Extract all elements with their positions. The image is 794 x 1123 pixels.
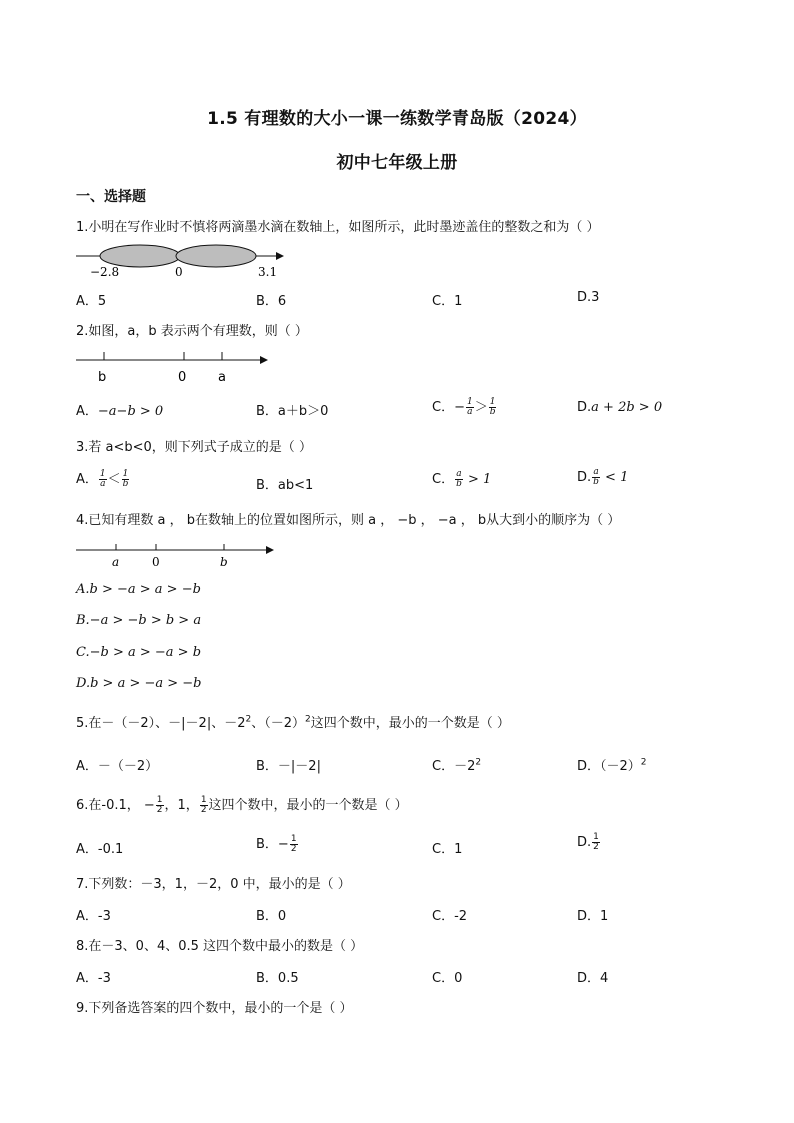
q8-option-c: C．0 xyxy=(432,971,463,986)
page-subtitle: 初中七年级上册 xyxy=(336,153,458,173)
q1-option-a: A．5 xyxy=(76,294,107,309)
q7-option-d: D．1 xyxy=(577,909,609,924)
q1-option-c: C．1 xyxy=(432,294,463,309)
question-1-figure xyxy=(76,240,286,280)
section-heading: 一、选择题 xyxy=(76,189,146,205)
question-2-figure xyxy=(76,348,276,388)
question-6-stem: 6.在-0.1， − $\frac{1}{2}$ ，1， $\frac{1}{2}$ 这四个数中，最小的一个数是（ ） xyxy=(76,795,408,815)
q6-option-c: C．1 xyxy=(432,842,463,857)
q8-option-a: A．-3 xyxy=(76,971,111,986)
q7-option-b: B．0 xyxy=(256,909,287,924)
fig2-label-zero: 0 xyxy=(178,370,187,385)
question-1-stem: 1.小明在写作业时不慎将两滴墨水滴在数轴上，如图所示，此时墨迹盖住的整数之和为（ ） xyxy=(76,220,600,235)
question-9-stem: 9.下列备选答案的四个数中，最小的一个是（ ） xyxy=(76,1001,353,1016)
fig1-label-zero: 0 xyxy=(175,265,183,279)
question-3-stem: 3.若 a<b<0，则下列式子成立的是（ ） xyxy=(76,440,312,455)
q5-option-b: B．－|－2| xyxy=(256,759,321,774)
q4-option-b: B.−a > −b > b > a xyxy=(76,613,202,628)
q5-option-c: C．$-2^2$ xyxy=(432,757,482,774)
fig4-label-a: a xyxy=(112,555,120,569)
q3-option-c: C． $\frac{a}{b}$ > 1 xyxy=(432,469,492,489)
fig4-label-zero: 0 xyxy=(152,555,160,569)
q1-option-b: B．6 xyxy=(256,294,287,309)
q3-option-a: A． $\frac{1}{a}$ ＜ $\frac{1}{b}$ xyxy=(76,469,129,489)
q6-option-a: A．-0.1 xyxy=(76,842,124,857)
question-4-figure xyxy=(76,536,286,572)
q3-option-d: D. $\frac{a}{b}$ < 1 xyxy=(577,467,629,487)
q4-option-a: A.b > −a > a > −b xyxy=(76,582,201,597)
q3-option-b: B．ab<1 xyxy=(256,478,314,493)
page-title: 1.5 有理数的大小一课一练数学青岛版（2024） xyxy=(207,109,587,129)
q5-option-d: D．$(-2)^2$ xyxy=(577,757,647,774)
fig1-label-neg28: −2.8 xyxy=(90,265,120,279)
question-5-stem: 5.在－（－2）、－|－2|、$-2^2$、$(-2)^2$这四个数中，最小的一个数是（ ） xyxy=(76,714,510,731)
q5-option-a: A．－（－2） xyxy=(76,759,159,774)
q7-option-a: A．-3 xyxy=(76,909,111,924)
q2-option-d: D.a + 2b > 0 xyxy=(577,400,663,415)
q2-option-b: B．a＋b＞0 xyxy=(256,404,329,419)
question-7-stem: 7.下列数：－3，1，－2，0 中，最小的是（ ） xyxy=(76,877,351,892)
q6-option-b: B．− $\frac{1}{2}$ xyxy=(256,834,297,854)
fig2-label-b: b xyxy=(98,370,107,385)
q6-option-d: D. $\frac{1}{2}$ xyxy=(577,832,599,852)
q2-option-a: A．−a−b > 0 xyxy=(76,404,164,419)
q4-option-c: C.−b > a > −a > b xyxy=(76,645,202,660)
q1-option-d: D.3 xyxy=(577,290,600,305)
q7-option-c: C．-2 xyxy=(432,909,468,924)
q8-option-b: B．0.5 xyxy=(256,971,299,986)
question-2-stem: 2.如图，a，b 表示两个有理数，则（ ） xyxy=(76,324,308,339)
fig4-label-b: b xyxy=(220,555,228,569)
q2-option-c: C．− $\frac{1}{a}$ ＞ $\frac{1}{b}$ xyxy=(432,397,496,417)
question-8-stem: 8.在－3、0、4、0.5 这四个数中最小的数是（ ） xyxy=(76,939,364,954)
fig2-label-a: a xyxy=(218,370,226,385)
q4-option-d: D.b > a > −a > −b xyxy=(76,676,202,691)
question-4-stem: 4.已知有理数 a ， b在数轴上的位置如图所示，则 a ， −b ， −a ， b从大到小的顺序为（ ） xyxy=(76,513,621,528)
fig1-label-31: 3.1 xyxy=(258,265,278,279)
q8-option-d: D．4 xyxy=(577,971,609,986)
